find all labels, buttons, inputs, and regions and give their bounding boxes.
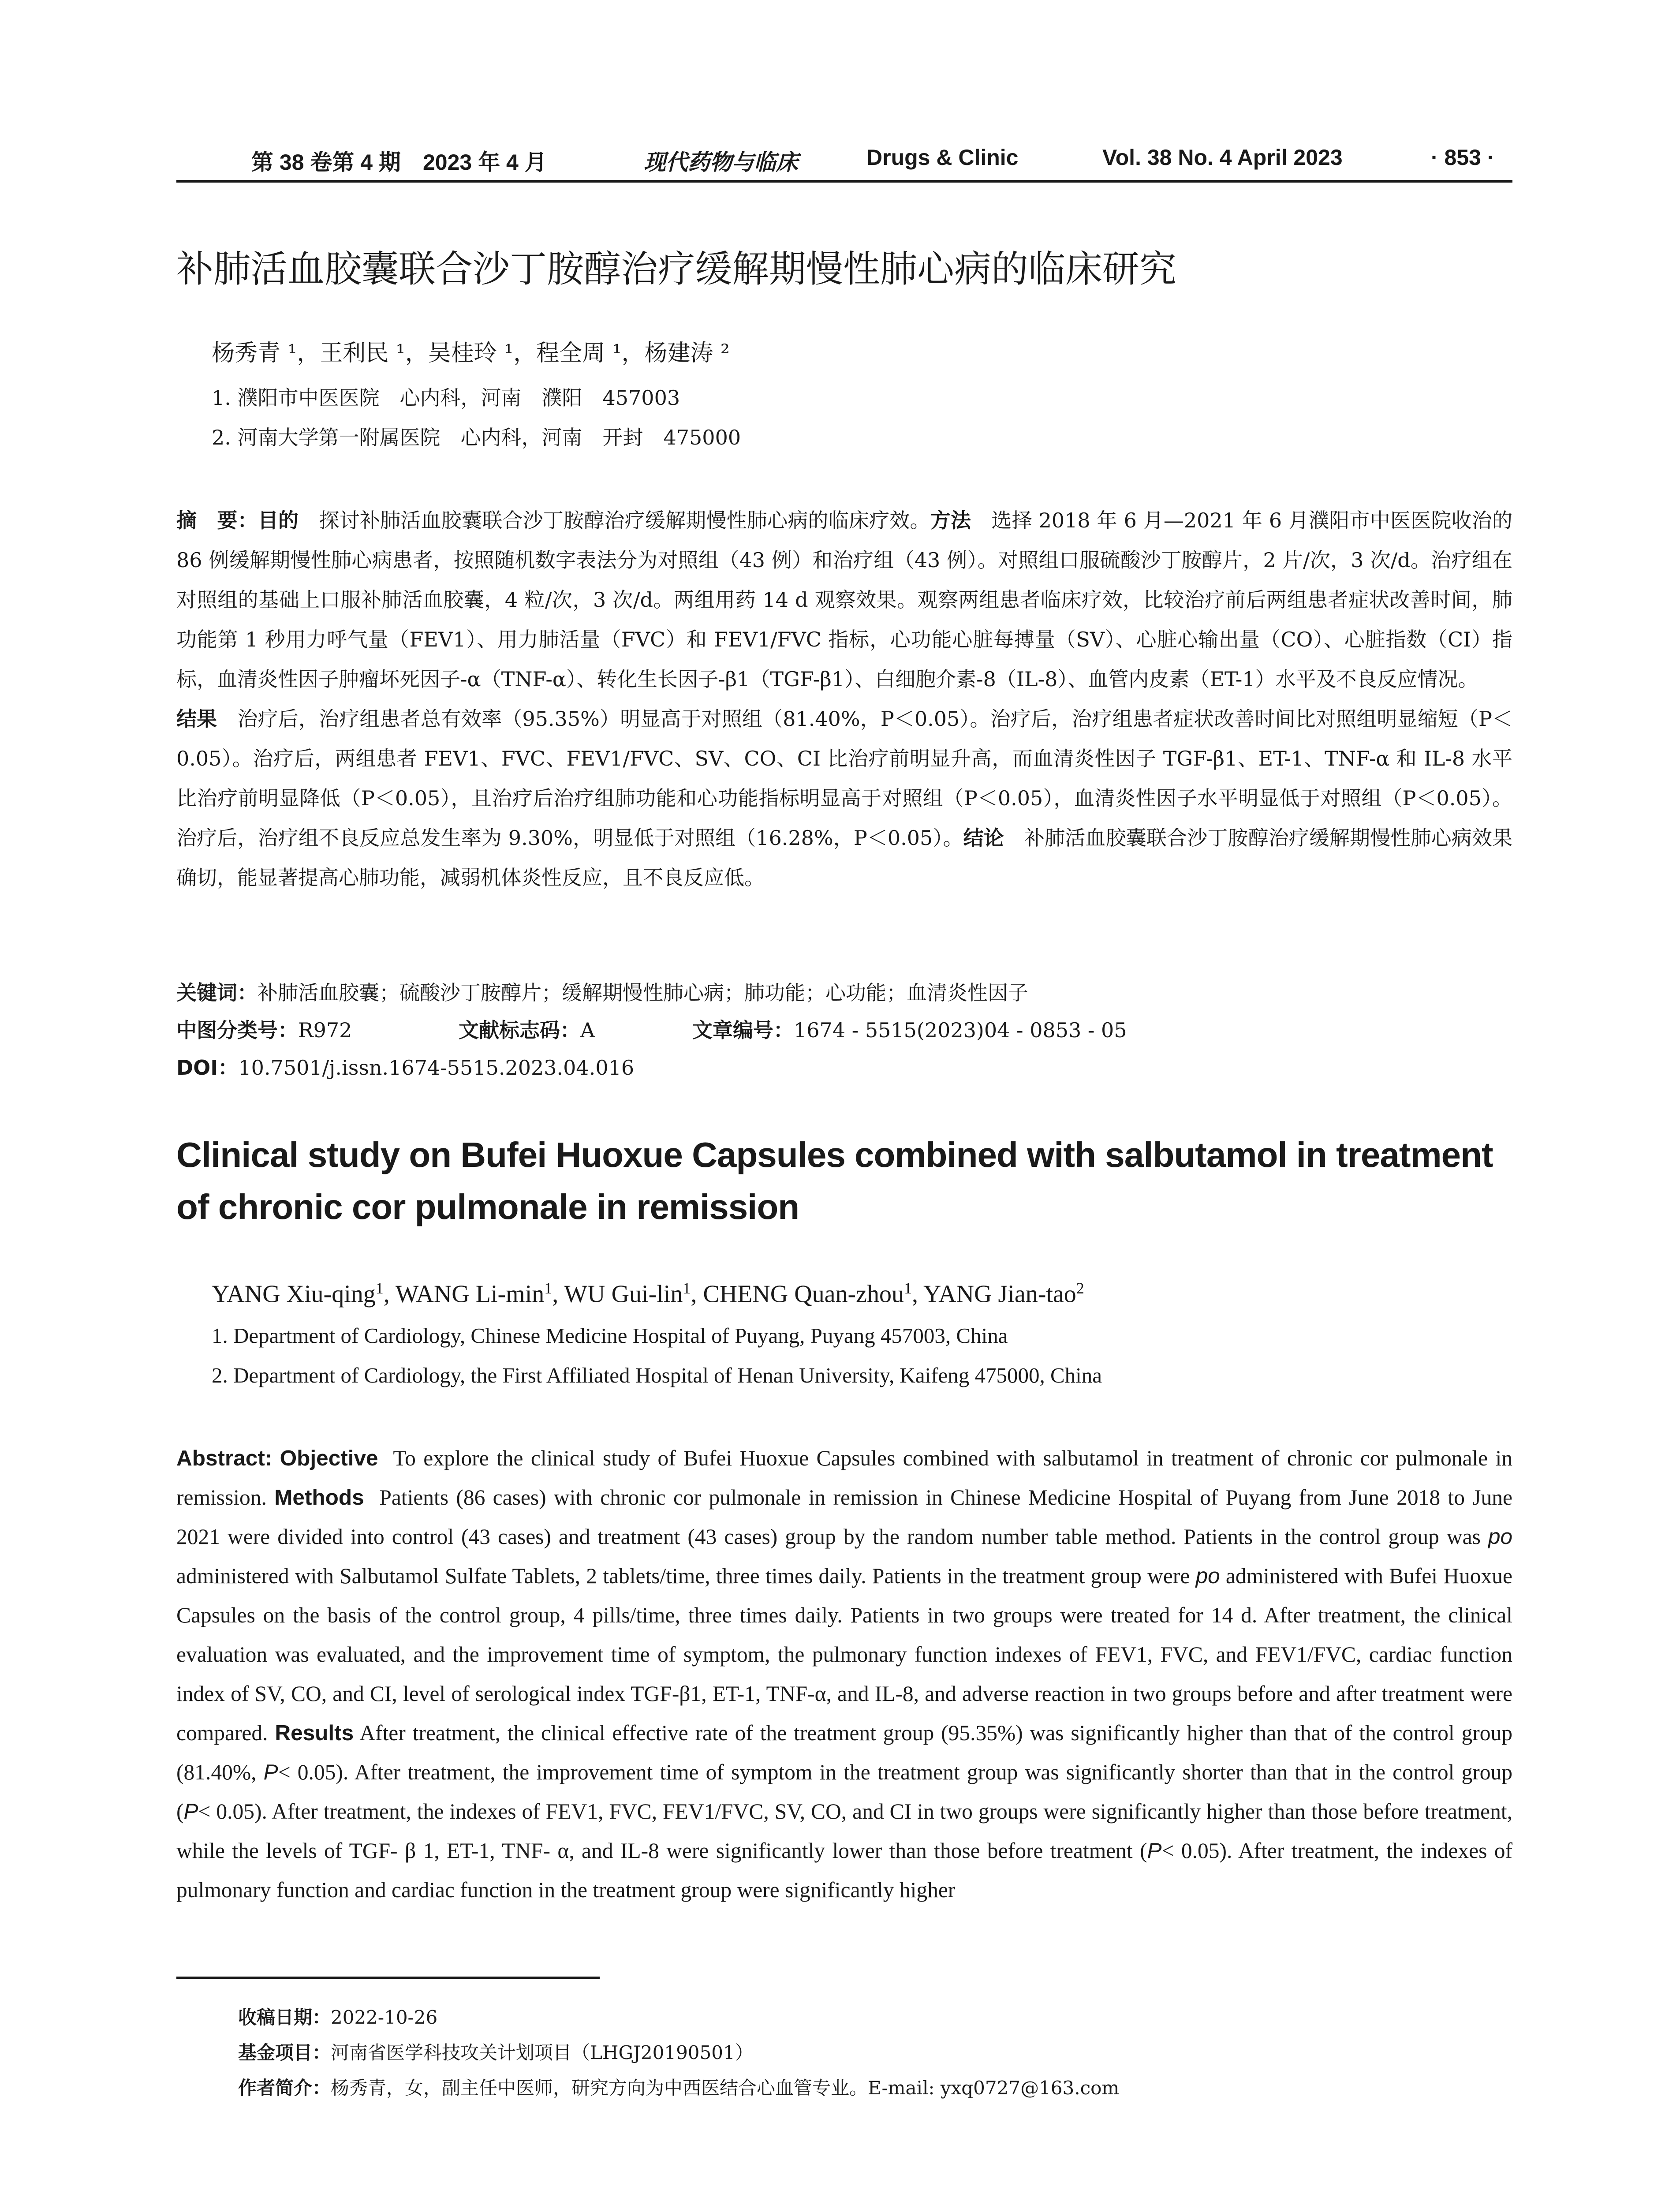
author-sup: 1	[375, 1279, 384, 1297]
cn-doi	[176, 1052, 1512, 1084]
doi-label: DOI：	[176, 1056, 239, 1080]
doi-link[interactable]: 10.7501/j.issn.1674-5515.2023.04.016	[238, 1056, 635, 1080]
cn-methods-label: 方法	[930, 508, 971, 532]
article-no-label: 文章编号：	[692, 1018, 794, 1042]
cn-title: 补肺活血胶囊联合沙丁胺醇治疗缓解期慢性肺心病的临床研究	[176, 247, 1177, 291]
po-italic: po	[1488, 1525, 1512, 1549]
cn-classification	[176, 1014, 1512, 1046]
en-results-text: < 0.05). After treatment, the indexes of pulmonary function and cardiac function in the treatment group were significantly higher	[176, 1839, 1512, 1902]
cn-keywords	[176, 977, 1512, 1009]
footnote-rule	[176, 1977, 600, 1979]
clc-label: 中图分类号：	[176, 1018, 298, 1042]
en-results-label: Results	[275, 1721, 354, 1745]
author-sup: 1	[904, 1279, 912, 1297]
en-author: YANG Jian-tao	[923, 1280, 1076, 1308]
cn-abstract	[176, 501, 1512, 897]
en-results-text: < 0.05). After treatment, the improvement time of symptom in the treatment group was significantly shorter than that in the control group (	[176, 1760, 1513, 1824]
cn-objective-label: 目的	[258, 508, 299, 532]
header-page-number: · 853 ·	[1431, 145, 1495, 170]
en-title: Clinical study on Bufei Huoxue Capsules combined with salbutamol in treatment of chronic cor pulmonale in remission	[176, 1135, 1493, 1226]
cn-results-text: 治疗后，治疗组患者总有效率（95.35%）明显高于对照组（81.40%，P＜0.05）。治疗后，治疗组患者症状改善时间比对照组明显缩短（P＜0.05）。治疗后，两组患者 FEV1、FVC、FEV1/FVC、SV、CO、CI 比治疗前明显升高，而血清炎性因子 TGF-β1、ET-1、TNF-α 和 IL-8 水平比治疗前明显降低（P＜0.05），且治疗后治疗组肺功能和心功能指标明显高于对照组（P＜0.05），血清炎性因子水平明显低于对照组（P＜0.05）。治疗后，治疗组不良反应总发生率为 9.30%，明显低于对照组（16.28%，P＜0.05）。	[176, 707, 1512, 850]
footnote-received	[238, 2004, 437, 2031]
po-italic: po	[1195, 1564, 1220, 1588]
header-volume-en: Vol. 38 No. 4 April 2023	[1102, 145, 1343, 170]
en-results-text: < 0.05). After treatment, the indexes of FEV1, FVC, FEV1/FVC, SV, CO, and CI in two groups were significantly higher than those before treatment, while the levels of TGF- β 1, ET-1, TNF- α, and IL-8 were significantly lower than those before treatment (	[176, 1799, 1512, 1863]
cn-objective-text: 探讨补肺活血胶囊联合沙丁胺醇治疗缓解期慢性肺心病的临床疗效。	[299, 508, 930, 532]
cn-authors: 杨秀青 ¹，王利民 ¹，吴桂玲 ¹，程全周 ¹，杨建涛 ²	[212, 340, 730, 366]
en-methods-text: Patients (86 cases) with chronic cor pulmonale in remission in Chinese Medicine Hospital of Puyang from June 2018 to June 2021 were divided into control (43 cases) and treatment (43 cases) group by the random number table method. Patients in the control group was	[176, 1485, 1513, 1549]
en-abstract-label: Abstract:	[176, 1446, 273, 1470]
en-methods-text: administered with Salbutamol Sulfate Tablets, 2 tablets/time, three times daily. Patients in the treatment group were	[176, 1564, 1190, 1588]
doc-code-value: A	[580, 1018, 595, 1042]
en-affiliation-1: 1. Department of Cardiology, Chinese Medicine Hospital of Puyang, Puyang 457003, China	[212, 1323, 1008, 1348]
author-sup: 1	[683, 1279, 691, 1297]
fund-label: 基金项目：	[238, 2042, 331, 2063]
en-authors: YANG Xiu-qing$^1$, WANG $Li-\min^1$, WU Gui-lin$^1$, CHENG Quan-zhou$^1$, YANG Jian-tao$^2$	[212, 1279, 1084, 1308]
cn-keywords-text: 补肺活血胶囊；硫酸沙丁胺醇片；缓解期慢性肺心病；肺功能；心功能；血清炎性因子	[258, 981, 1028, 1005]
header-journal-en: Drugs & Clinic	[866, 145, 1019, 170]
footnote-author	[238, 2075, 1119, 2101]
received-date: 2022-10-26	[331, 2007, 438, 2028]
en-author: WU Gui-lin	[564, 1280, 683, 1308]
en-author: YANG Xiu-qing	[212, 1280, 376, 1308]
cn-affiliation-1: 1. 濮阳市中医医院 心内科，河南 濮阳 457003	[212, 386, 680, 410]
p-italic: P	[183, 1799, 198, 1824]
cn-abstract-label: 摘 要：	[176, 508, 258, 532]
en-abstract	[176, 1439, 1512, 1910]
en-methods-label: Methods	[274, 1485, 364, 1510]
received-label: 收稿日期：	[238, 2007, 331, 2028]
author-bio: 杨秀青，女，副主任中医师，研究方向为中西医结合心血管专业。E-mail: yxq0727@163.com	[331, 2077, 1120, 2099]
header-volume-cn: 第 38 卷第 4 期 2023 年 4 月	[251, 150, 547, 175]
en-results-text: After treatment, the clinical effective rate of the treatment group (95.35%) was significantly higher than that of the control group (81.40%,	[176, 1721, 1512, 1784]
en-author: CHENG Quan-zhou	[703, 1280, 904, 1308]
cn-affiliation-2: 2. 河南大学第一附属医院 心内科，河南 开封 475000	[212, 426, 741, 449]
cn-keywords-label: 关键词：	[176, 981, 258, 1005]
article-no-value: 1674 - 5515(2023)04 - 0853 - 05	[794, 1018, 1127, 1042]
author-sup: 2	[1076, 1279, 1084, 1297]
doc-code-label: 文献标志码：	[459, 1018, 580, 1042]
en-objective-label: Objective	[280, 1446, 378, 1470]
en-author: WANG Li-min	[395, 1280, 545, 1308]
cn-conclusion-label: 结论	[963, 826, 1004, 850]
header-journal-cn: 现代药物与临床	[644, 149, 798, 175]
en-objective-text: To explore the clinical study of Bufei Huoxue Capsules combined with salbutamol in treatment of chronic cor pulmonale in remission.	[176, 1446, 1513, 1510]
author-sup: 1	[544, 1279, 553, 1297]
cn-results-label: 结果	[176, 707, 217, 731]
p-italic: P	[1147, 1839, 1162, 1863]
en-affiliation-2: 2. Department of Cardiology, the First Affiliated Hospital of Henan University, Kaifeng 475000, China	[212, 1363, 1102, 1387]
author-label: 作者简介：	[238, 2077, 331, 2099]
running-header	[176, 140, 1512, 183]
fund-text: 河南省医学科技攻关计划项目（LHGJ20190501）	[331, 2042, 754, 2063]
en-methods-text: administered with Bufei Huoxue Capsules on the basis of the control group, 4 pills/time, three times daily. Patients in two groups were treated for 14 d. After treatment, the clinical evaluation was evaluated, and the improvement time of symptom, the pulmonary function indexes of FEV1, FVC, and FEV1/FVC, cardiac function index of SV, CO, and CI, level of serological index TGF-β1, ET-1, TNF-α, and IL-8, and adverse reaction in two groups before and after treatment were compared.	[176, 1564, 1513, 1745]
clc-value: R972	[298, 1018, 352, 1042]
p-italic: P	[263, 1760, 278, 1784]
footnote-fund	[238, 2040, 754, 2066]
cn-conclusion-text: 补肺活血胶囊联合沙丁胺醇治疗缓解期慢性肺心病效果确切，能显著提高心肺功能，减弱机体炎性反应，且不良反应低。	[176, 826, 1513, 889]
cn-methods-text: 选择 2018 年 6 月—2021 年 6 月濮阳市中医医院收治的 86 例缓解期慢性肺心病患者，按照随机数字表法分为对照组（43 例）和治疗组（43 例）。对照组口服硫酸沙丁胺醇片，2 片/次，3 次/d。治疗组在对照组的基础上口服补肺活血胶囊，4 粒/次，3 次/d。两组用药 14 d 观察效果。观察两组患者临床疗效，比较治疗前后两组患者症状改善时间，肺功能第 1 秒用力呼气量（FEV1）、用力肺活量（FVC）和 FEV1/FVC 指标，心功能心脏每搏量（SV）、心脏心输出量（CO）、心脏指数（CI）指标，血清炎性因子肿瘤坏死因子-α（TNF-α）、转化生长因子-β1（TGF-β1）、白细胞介素-8（IL-8）、血管内皮素（ET-1）水平及不良反应情况。	[176, 508, 1513, 691]
